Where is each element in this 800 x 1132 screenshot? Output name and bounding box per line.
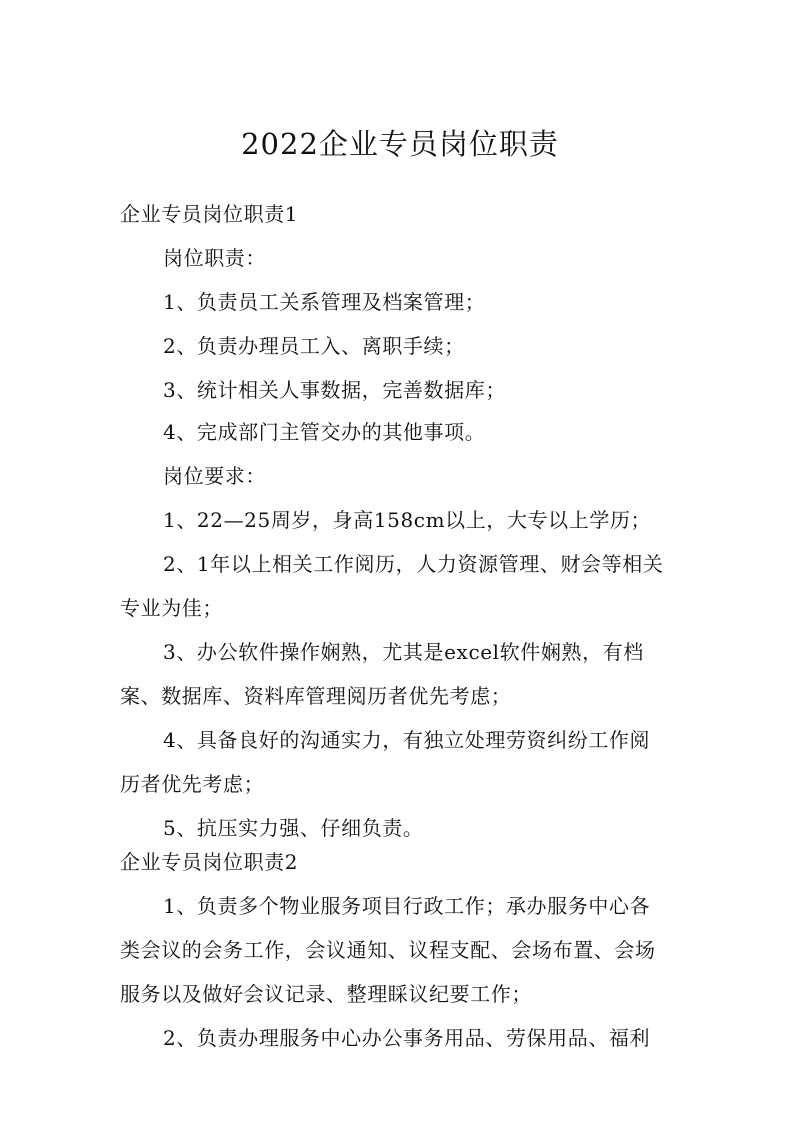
paragraph-line: 2、负责办理服务中心办公事务用品、劳保用品、福利 [163, 1026, 651, 1050]
paragraph-line: 岗位要求： [163, 464, 266, 488]
paragraph-line: 2、负责办理员工入、离职手续； [163, 334, 465, 358]
section-heading: 企业专员岗位职责1 [120, 202, 299, 226]
paragraph-line: 4、具备良好的沟通实力，有独立处理劳资纠纷工作阅 [163, 728, 651, 752]
paragraph-line: 岗位职责： [163, 246, 266, 270]
paragraph-line: 1、负责员工关系管理及档案管理； [163, 290, 486, 314]
paragraph-line: 4、完成部门主管交办的其他事项。 [163, 420, 486, 444]
paragraph-line: 类会议的会务工作，会议通知、议程支配、会场布置、会场 [120, 938, 656, 962]
section-heading: 企业专员岗位职责2 [120, 850, 299, 874]
document-title: 2022企业专员岗位职责 [241, 127, 559, 161]
paragraph-line: 2、1年以上相关工作阅历，人力资源管理、财会等相关 [163, 552, 664, 576]
paragraph-line: 历者优先考虑； [120, 772, 265, 796]
paragraph-line: 3、办公软件操作娴熟，尤其是excel软件娴熟，有档 [163, 640, 644, 664]
paragraph-line: 3、统计相关人事数据，完善数据库； [163, 378, 506, 402]
paragraph-line: 1、22—25周岁，身高158cm以上，大专以上学历； [163, 508, 652, 532]
paragraph-line: 服务以及做好会议记录、整理睬议纪要工作； [120, 982, 532, 1006]
paragraph-line: 专业为佳； [120, 596, 223, 620]
paragraph-line: 5、抗压实力强、仔细负责。 [163, 816, 424, 840]
paragraph-line: 1、负责多个物业服务项目行政工作；承办服务中心各 [163, 894, 651, 918]
paragraph-line: 案、数据库、资料库管理阅历者优先考虑； [120, 684, 512, 708]
